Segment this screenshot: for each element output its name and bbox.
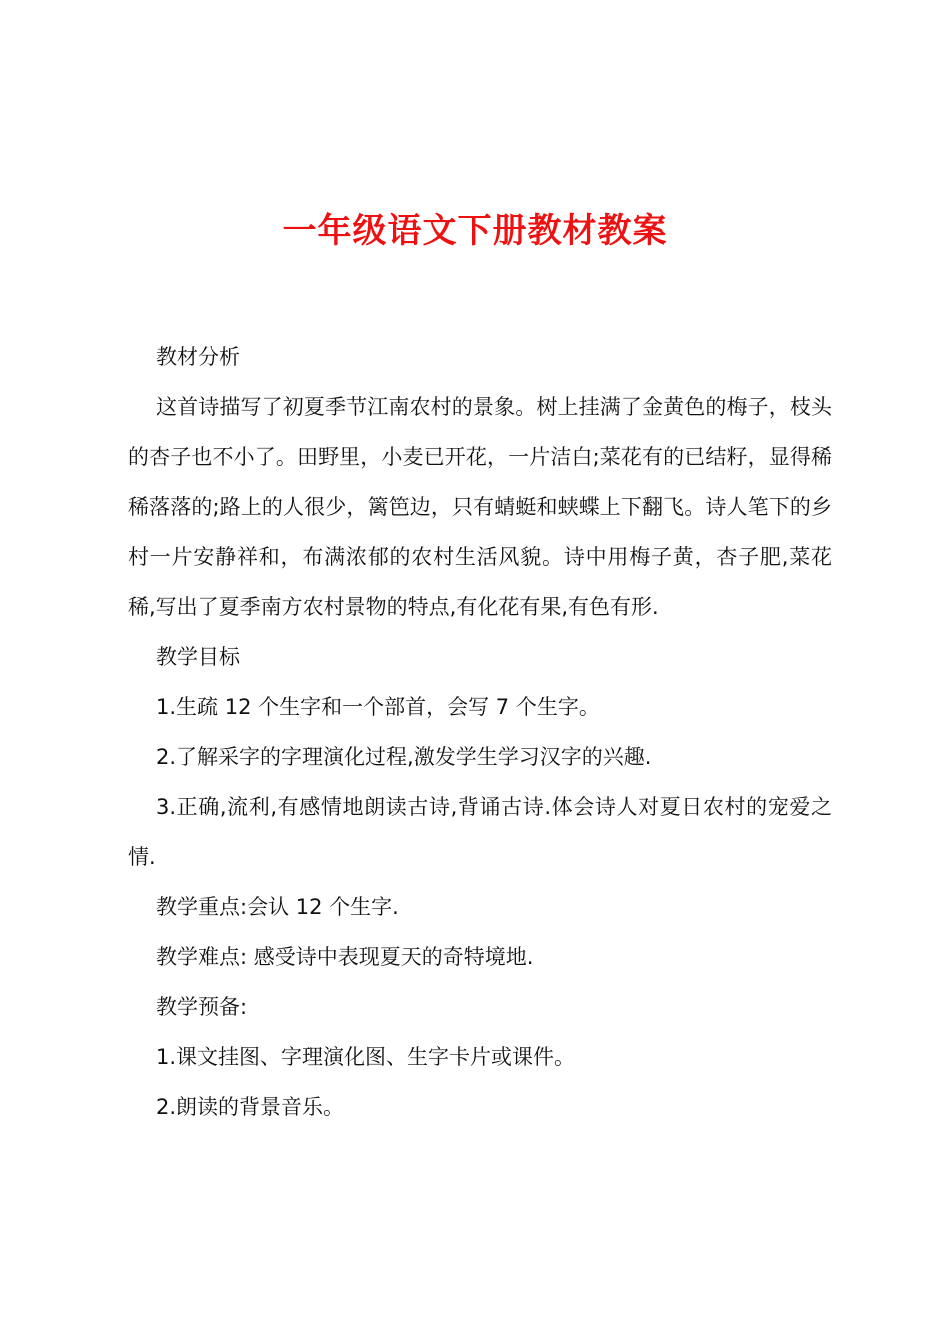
- goal-item-3: 3.正确,流利,有感情地朗读古诗,背诵古诗.体会诗人对夏日农村的宠爱之情.: [128, 795, 832, 869]
- section-heading-preparation: 教学预备:: [156, 995, 248, 1019]
- preparation-item-2: 2.朗读的背景音乐。: [156, 1095, 345, 1119]
- difficult-point: 教学难点: 感受诗中表现夏天的奇特境地.: [156, 945, 534, 969]
- key-point: 教学重点:会认 12 个生字.: [156, 895, 399, 919]
- section-heading-goals: 教学目标: [156, 645, 240, 669]
- goal-item-1: 1.生疏 12 个生字和一个部首，会写 7 个生字。: [156, 695, 600, 719]
- preparation-item-1: 1.课文挂图、字理演化图、生字卡片或课件。: [156, 1045, 576, 1069]
- goal-item-2: 2.了解采字的字理演化过程,激发学生学习汉字的兴趣.: [156, 745, 652, 769]
- section-heading-analysis: 教材分析: [156, 345, 240, 369]
- document-body: [128, 332, 832, 1132]
- analysis-paragraph: 这首诗描写了初夏季节江南农村的景象。树上挂满了金黄色的梅子，枝头的杏子也不小了。田野里，小麦已开花，一片洁白;菜花有的已结籽，显得稀稀落落的;路上的人很少，篱笆边，只有蜻蜓和蛱蝶上下翻飞。诗人笔下的乡村一片安静祥和，布满浓郁的农村生活风貌。诗中用梅子黄，杏子肥,菜花稀,写出了夏季南方农村景物的特点,有化花有果,有色有形.: [128, 395, 832, 619]
- document-title: 一年级语文下册教材教案: [282, 211, 668, 251]
